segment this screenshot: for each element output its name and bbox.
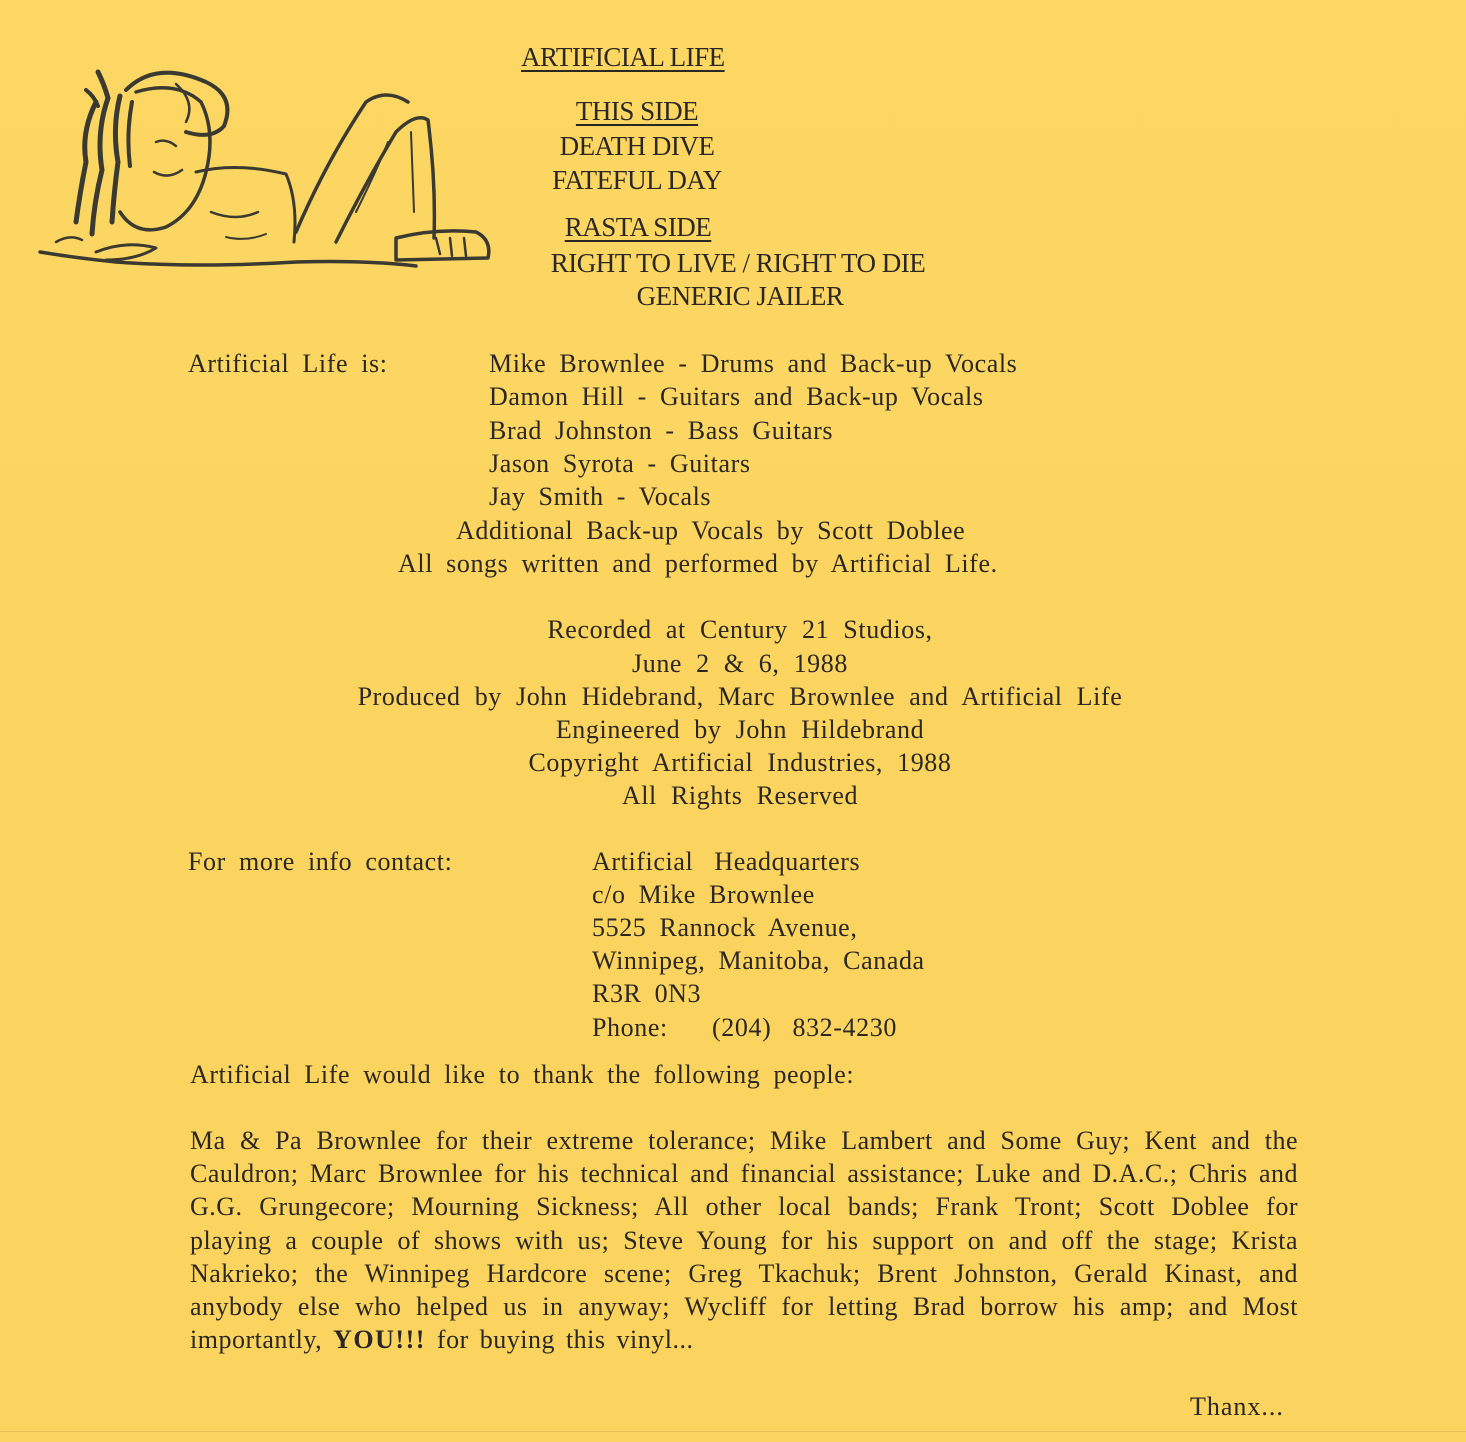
lineup-member: Jay Smith - Vocals <box>489 482 712 511</box>
credit-line: June 2 & 6, 1988 <box>632 649 848 678</box>
lineup-member: Jason Syrota - Guitars <box>489 449 751 478</box>
contact-line: R3R 0N3 <box>592 979 702 1008</box>
thanks-intro: Artificial Life would like to thank the following people: <box>190 1060 855 1089</box>
lineup-member: Mike Brownlee - Drums and Back-up Vocals <box>489 349 1018 378</box>
lineup-label: Artificial Life is: <box>188 349 388 378</box>
credit-line: Engineered by John Hildebrand <box>555 715 925 744</box>
thanks-emphasis: YOU!!! <box>333 1325 426 1355</box>
contact-line: Artificial Headquarters <box>592 847 861 876</box>
side-b-label: RASTA SIDE <box>564 212 712 242</box>
thanks-list: Ma & Pa Brownlee for their extreme tolerance; Mike Lambert and Some Guy; Kent and the Cauldron; Marc Brownlee for his technical and financial assistance; Luke and D.A.C.; Chris and G.G. Grungecore; Mourning Sickness; All other local bands; Frank Tront; Scott Doblee for playing a couple of shows with us; Steve Young for his support on and off the stage; Krista Nakrieko; the Winnipeg Hardcore scene; Greg Tkachuk; Brent Johnston, Gerald Kinast, and anybody else who helped us in anyway; Wycliff for letting Brad borrow his amp; and Most importantly, <box>190 1126 1298 1355</box>
signoff: Thanx... <box>1190 1392 1284 1421</box>
thanks-paragraph <box>190 1124 1298 1356</box>
credit-line: Recorded at Century 21 Studios, <box>547 615 933 644</box>
phone-label: Phone: <box>592 1013 668 1042</box>
thanks-closing: for buying this vinyl... <box>436 1325 694 1355</box>
credit-line: Produced by John Hidebrand, Marc Brownlee and Artificial Life <box>357 682 1123 711</box>
credit-line: Copyright Artificial Industries, 1988 <box>528 748 952 777</box>
contact-line: Winnipeg, Manitoba, Canada <box>592 946 925 975</box>
additional-vocals: Additional Back-up Vocals by Scott Doblee <box>456 516 966 545</box>
side-a-track-1: DEATH DIVE <box>559 131 715 161</box>
side-a-track-2: FATEFUL DAY <box>552 165 722 195</box>
contact-line: 5525 Rannock Avenue, <box>592 913 858 942</box>
songs-note: All songs written and performed by Artificial Life. <box>398 549 998 578</box>
phone-number: (204) 832-4230 <box>712 1013 897 1042</box>
side-b-track-2: GENERIC JAILER <box>636 281 844 311</box>
side-b-track-1: RIGHT TO LIVE / RIGHT TO DIE <box>550 248 926 278</box>
album-title: ARTIFICIAL LIFE <box>521 42 725 72</box>
lineup-member: Damon Hill - Guitars and Back-up Vocals <box>489 382 984 411</box>
lineup-member: Brad Johnston - Bass Guitars <box>489 416 834 445</box>
contact-phone <box>592 1013 897 1043</box>
paper-edge <box>0 1431 1466 1432</box>
reclining-figure-illustration <box>36 62 496 282</box>
side-a-label: THIS SIDE <box>575 96 699 126</box>
contact-line: c/o Mike Brownlee <box>592 880 815 909</box>
contact-label: For more info contact: <box>188 847 453 876</box>
credit-line: All Rights Reserved <box>621 781 859 810</box>
